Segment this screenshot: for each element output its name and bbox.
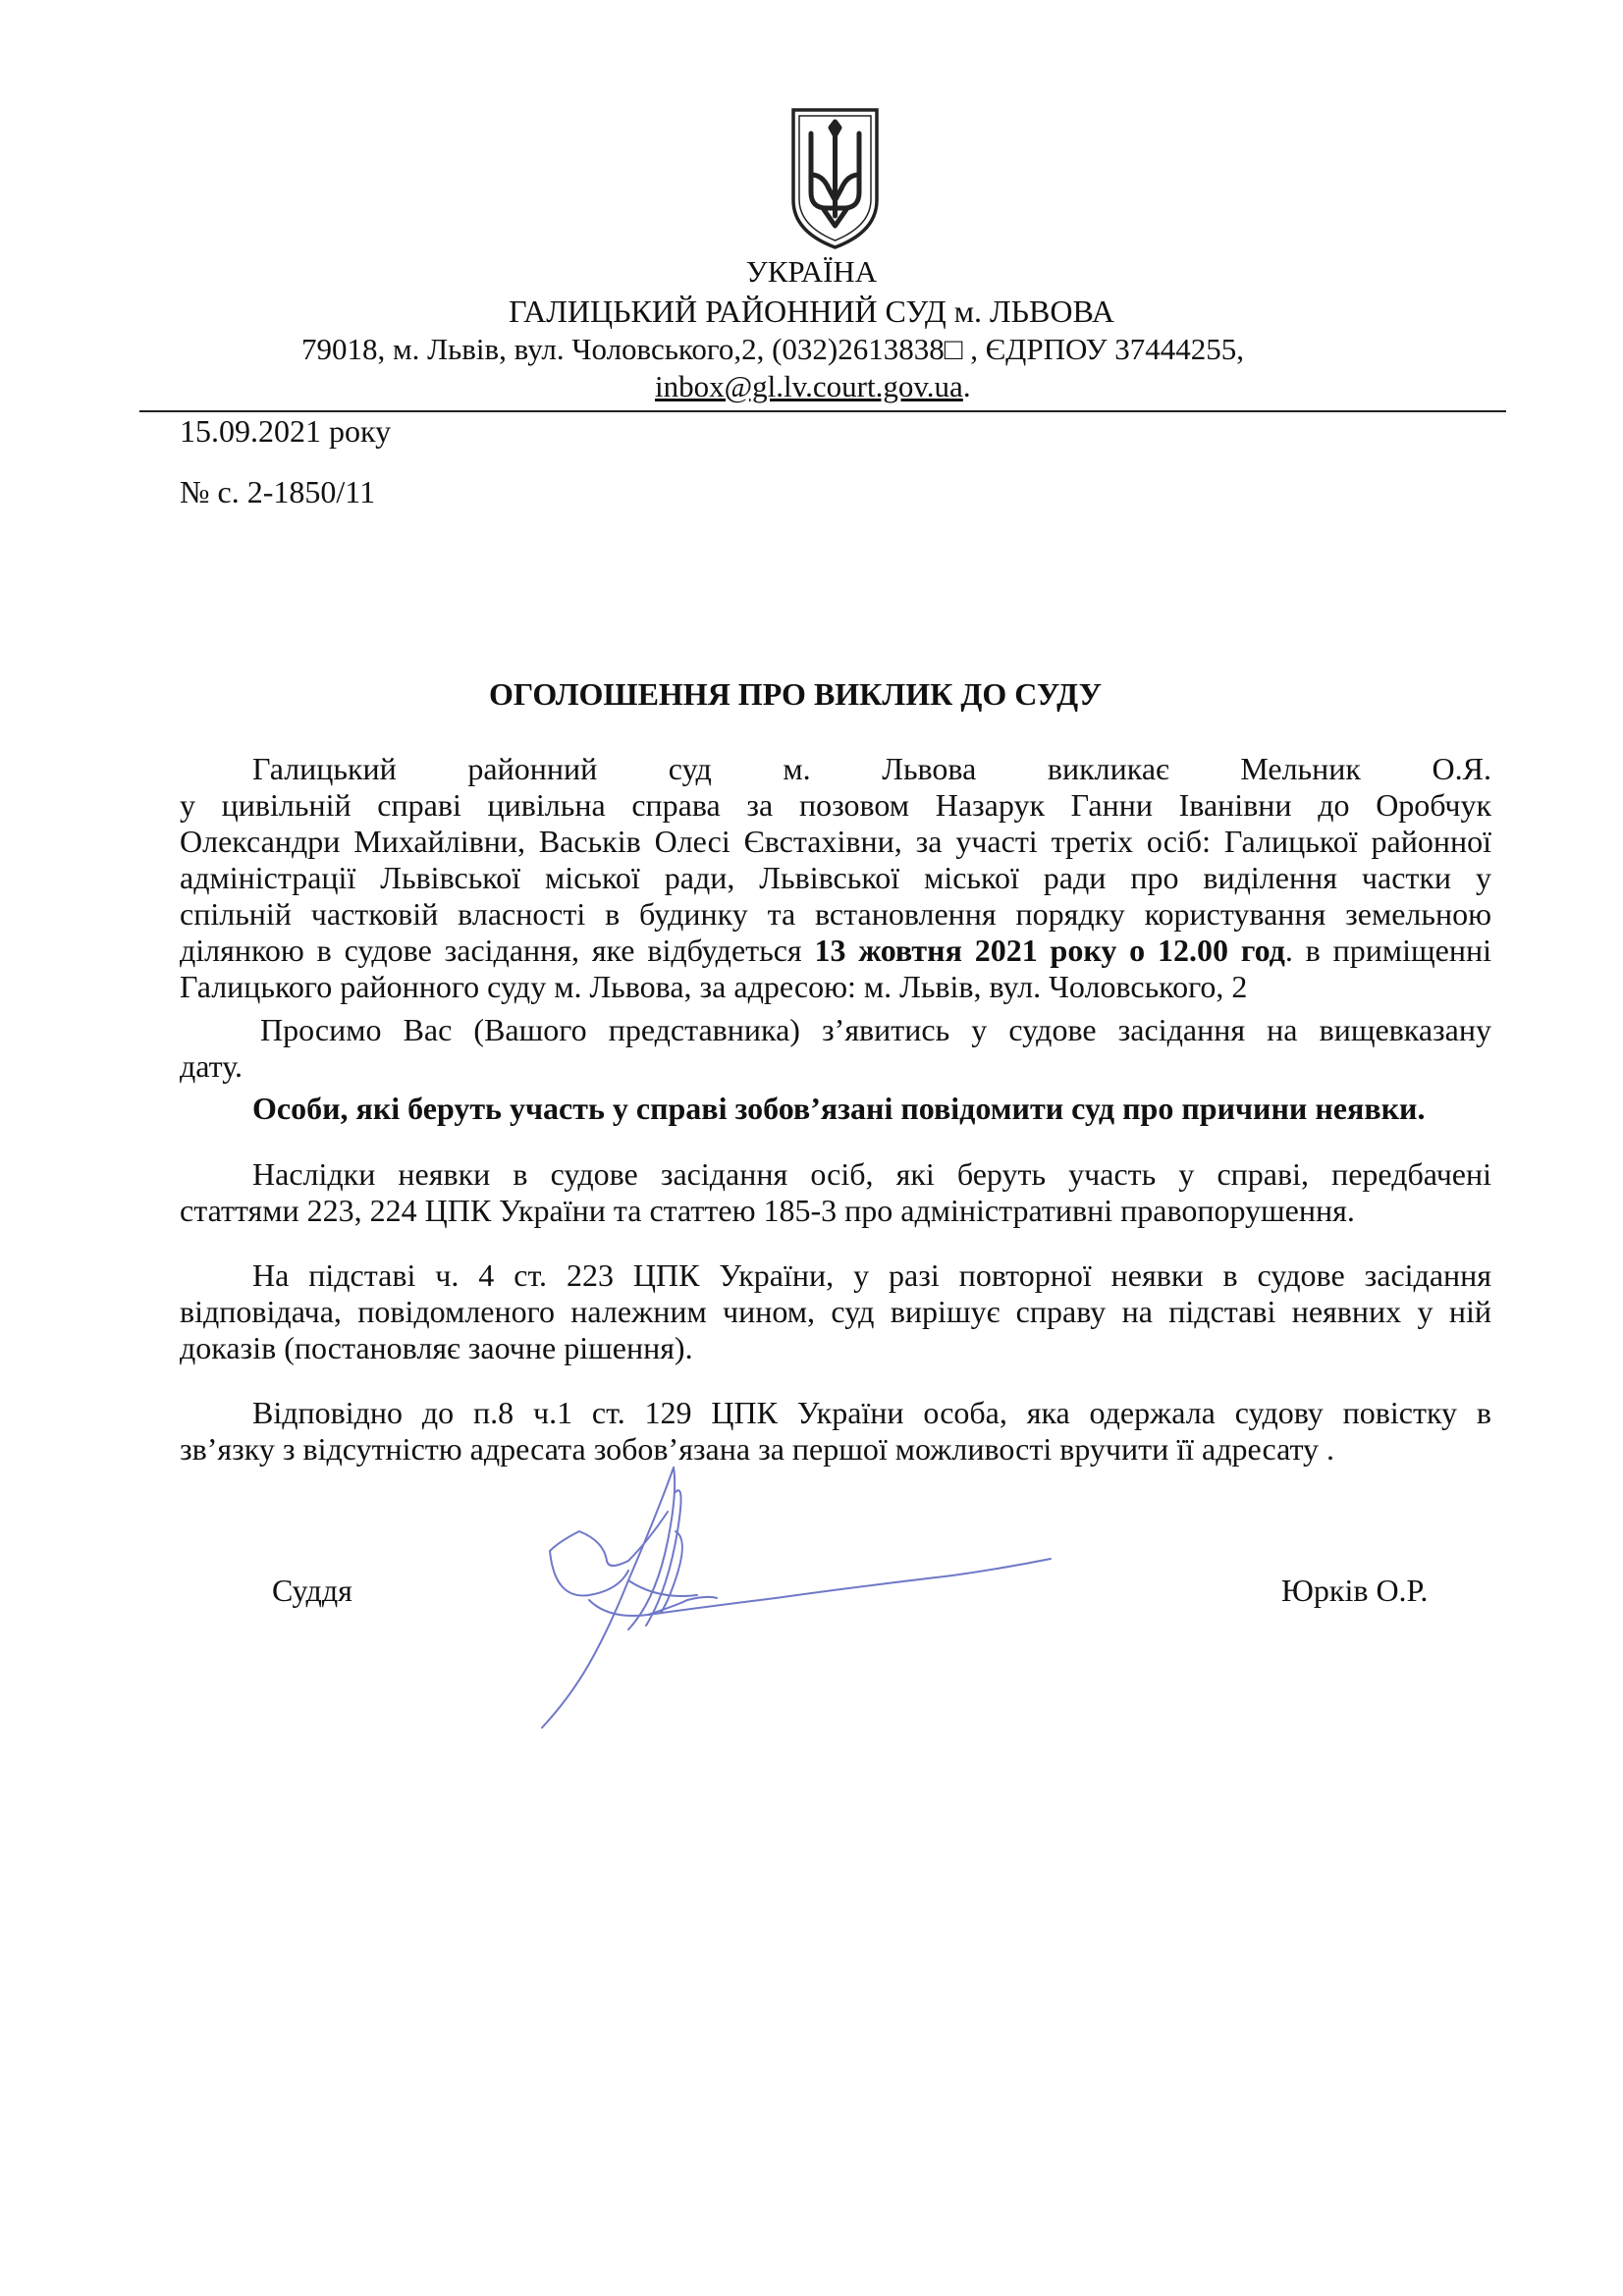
word: Галицький [252,751,397,786]
word: О.Я. [1432,751,1491,786]
word: м. [783,751,811,786]
paragraph-summons-line3: Олександри Михайлівни, Васьків Олесі Євстахівни, за участі третіх осіб: Галицької районної [180,824,1491,859]
coat-of-arms-trident-icon [787,106,883,251]
paragraph-delivery-line2: зв’язку з відсутністю адресата зобов’язана за першої можливості вручити її адресату . [180,1431,1335,1467]
letterhead-email-line [655,368,971,405]
paragraph-consequences-line2: статтями 223, 224 ЦПК України та статтею 185-3 про адміністративні правопорушення. [180,1193,1355,1228]
word: Львова [882,751,977,786]
word: викликає [1047,751,1169,786]
handwritten-signature [530,1453,1080,1747]
paragraph-summons-line7: Галицького районного суду м. Львова, за адресою: м. Львів, вул. Чоловського, 2 [180,969,1248,1004]
paragraph-summons-line4: адміністрації Львівської міської ради, Львівської міської ради про виділення частки у [180,860,1491,895]
word: Мельник [1240,751,1361,786]
paragraph-delivery-line1: Відповідно до п.8 ч.1 ст. 129 ЦПК України особа, яка одержала судову повістку в [252,1395,1491,1430]
paragraph-consequences-line1: Наслідки неявки в судове засідання осіб, які беруть участь у справі, передбачені [252,1156,1491,1192]
document-title: ОГОЛОШЕННЯ ПРО ВИКЛИК ДО СУДУ [488,676,1103,712]
paragraph-default-judgment-line2: відповідача, повідомленого належним чином, суд вирішує справу на підставі неявних у ній [180,1294,1491,1329]
paragraph-summons-line1 [252,750,1491,787]
case-number: № с. 2-1850/11 [180,474,376,509]
letterhead-email[interactable]: inbox@gl.lv.court.gov.ua [655,369,963,403]
paragraph-summons-line5: спільній частковій власності в будинку та встановлення порядку користування земельною [180,896,1491,932]
paragraph-default-judgment-line1: На підставі ч. 4 ст. 223 ЦПК України, у разі повторної неявки в судове засідання [252,1257,1491,1293]
summons-text: . в приміщенні [1284,933,1491,968]
paragraph-default-judgment-line3: доказів (постановляє заочне рішення). [180,1330,693,1365]
letterhead-email-suffix: . [962,369,971,403]
paragraph-obligation: Особи, які беруть участь у справі зобов’язані повідомити суд про причини неявки. [252,1091,1426,1126]
document-date: 15.09.2021 року [180,413,392,449]
word: суд [668,751,712,786]
paragraph-summons-line6 [180,932,1491,969]
paragraph-request-line1: Просимо Вас (Вашого представника) з’явитись у судове засідання на вищевказану [260,1012,1491,1047]
letterhead-court-name: ГАЛИЦЬКИЙ РАЙОННИЙ СУД м. ЛЬВОВА [509,294,1114,329]
paragraph-summons-line2: у цивільній справі цивільна справа за позовом Назарук Ганни Іванівни до Оробчук [180,787,1491,823]
paragraph-request-line2: дату. [180,1048,243,1084]
hearing-datetime: 13 жовтня 2021 року о 12.00 год [814,933,1285,968]
summons-text: ділянкою в судове засідання, яке відбудеться [180,933,815,968]
letterhead-country: УКРАЇНА [745,254,878,289]
signature-role: Суддя [272,1573,352,1608]
word: районний [467,751,598,786]
letterhead-address: 79018, м. Львів, вул. Чоловського,2, (032)2613838□ , ЄДРПОУ 37444255, [301,332,1245,366]
signature-name: Юрків О.Р. [1281,1573,1429,1608]
